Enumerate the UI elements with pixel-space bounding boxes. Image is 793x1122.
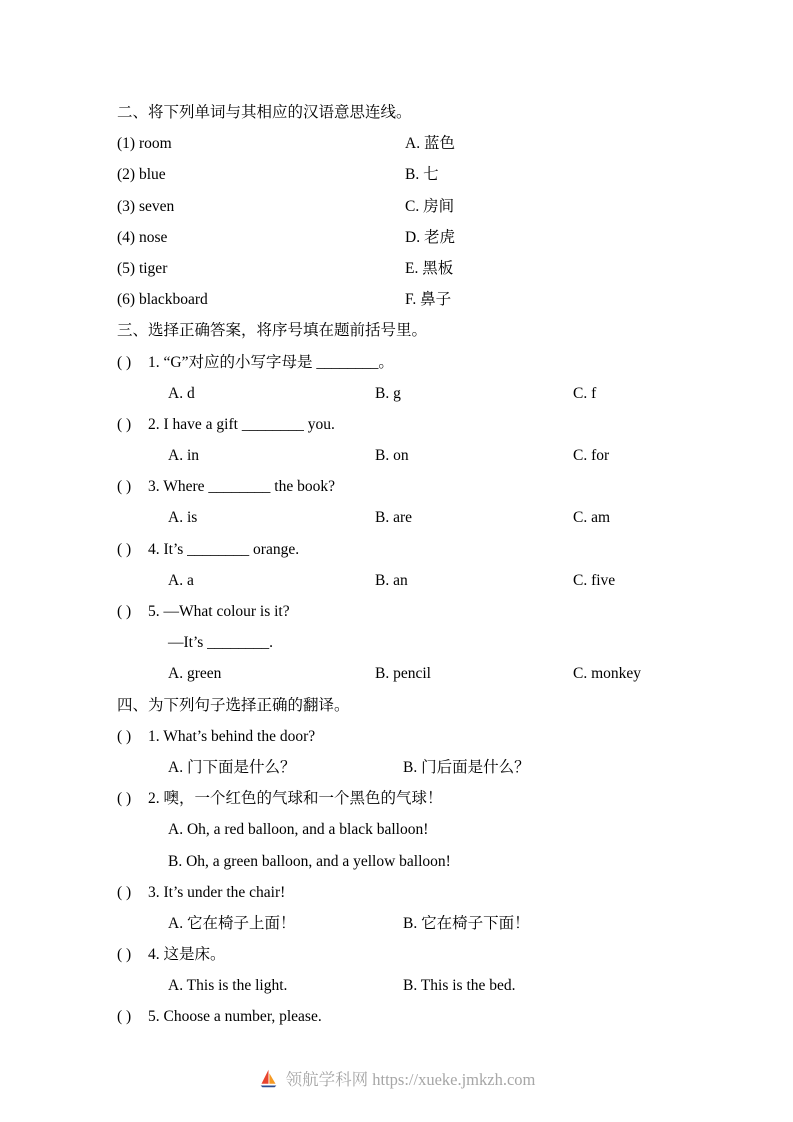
- answer-bracket: ( ): [117, 603, 132, 620]
- option-c: C. five: [573, 571, 616, 589]
- question-row: [117, 471, 763, 502]
- question-stem: 5. —What colour is it?: [148, 603, 290, 620]
- option-a: A. Oh, a red balloon, and a black balloon!: [168, 821, 429, 839]
- section-three-title: 三、选择正确答案，将序号填在题前括号里。: [117, 322, 428, 340]
- question-row: [117, 1001, 763, 1032]
- option-b: B. 它在椅子下面！: [403, 914, 530, 932]
- match-word: (5) tiger: [117, 259, 168, 277]
- option-a: A. This is the light.: [168, 977, 288, 995]
- answer-bracket: ( ): [117, 1008, 132, 1026]
- question-stem: 2. 噢，一个红色的气球和一个黑色的气球！: [148, 790, 443, 808]
- option-a: A. green: [168, 665, 222, 683]
- option-a: A. 门下面是什么？: [168, 758, 296, 776]
- question-row: [117, 783, 763, 814]
- match-word: (2) blue: [117, 166, 166, 184]
- match-meaning: E. 黑板: [405, 259, 454, 277]
- match-word: (6) blackboard: [117, 291, 208, 309]
- question-stem: 1. What’s behind the door?: [148, 727, 316, 745]
- match-word: (3) seven: [117, 197, 175, 215]
- option-c: C. monkey: [573, 665, 642, 683]
- option-a: A. in: [168, 447, 199, 465]
- answer-bracket: ( ): [117, 883, 132, 901]
- question-row: [117, 409, 763, 440]
- options-row: [117, 565, 763, 596]
- options-row: [117, 440, 763, 471]
- option-b: B. on: [375, 447, 409, 465]
- options-row: [117, 658, 763, 689]
- match-meaning: C. 房间: [405, 197, 455, 215]
- options-row: [117, 752, 763, 783]
- footer-watermark: [0, 1066, 793, 1090]
- answer-bracket: ( ): [117, 540, 132, 558]
- match-meaning: F. 鼻子: [405, 291, 452, 309]
- option-a: A. 它在椅子上面！: [168, 914, 296, 932]
- option-b: B. This is the bed.: [403, 977, 516, 995]
- option-b: B. g: [375, 384, 401, 402]
- answer-bracket: ( ): [117, 946, 132, 964]
- question-stem: 4. It’s ________ orange.: [148, 540, 300, 558]
- option-b: B. are: [375, 509, 413, 527]
- question-row: [117, 939, 763, 970]
- option-b: B. pencil: [375, 665, 431, 683]
- section-two-title: 二、将下列单词与其相应的汉语意思连线。: [117, 104, 412, 121]
- answer-bracket: ( ): [117, 727, 132, 745]
- question-stem: 5. Choose a number, please.: [148, 1008, 322, 1026]
- option-a: A. a: [168, 571, 194, 589]
- match-meaning: D. 老虎: [405, 228, 455, 246]
- match-meaning: B. 七: [405, 166, 439, 184]
- option-b: B. 门后面是什么？: [403, 758, 530, 776]
- match-row: [117, 222, 763, 253]
- question-stem: 3. Where ________ the book?: [148, 478, 335, 496]
- option-b: B. an: [375, 571, 408, 589]
- options-row: [117, 502, 763, 533]
- question-row: [117, 534, 763, 565]
- question-stem-line2: —It’s ________.: [168, 634, 274, 652]
- option-c: C. f: [573, 384, 597, 402]
- answer-bracket: ( ): [117, 478, 132, 496]
- answer-bracket: ( ): [117, 415, 132, 433]
- option-c: C. am: [573, 509, 611, 527]
- match-row: [117, 159, 763, 190]
- option-a: A. d: [168, 384, 195, 402]
- question-row: [117, 877, 763, 908]
- footer-site-link[interactable]: 领航学科网 https://xueke.jmkzh.com: [285, 1070, 536, 1089]
- option-c: C. for: [573, 447, 610, 465]
- match-row: [117, 128, 763, 159]
- question-stem: 3. It’s under the chair!: [148, 883, 286, 901]
- option-a: A. is: [168, 509, 198, 527]
- match-meaning: A. 蓝色: [405, 135, 455, 153]
- answer-bracket: ( ): [117, 353, 132, 371]
- question-stem: 1. “G”对应的小写字母是 ________。: [148, 353, 394, 371]
- match-word: (1) room: [117, 135, 172, 153]
- section-four-title: 四、为下列句子选择正确的翻译。: [117, 696, 350, 714]
- site-logo-icon: [258, 1068, 279, 1089]
- answer-bracket: ( ): [117, 790, 132, 808]
- options-row: [117, 908, 763, 939]
- options-row: [117, 378, 763, 409]
- question-row: [117, 721, 763, 752]
- match-row: [117, 253, 763, 284]
- match-row: [117, 191, 763, 222]
- option-b: B. Oh, a green balloon, and a yellow balloon!: [168, 852, 451, 870]
- match-row: [117, 284, 763, 315]
- question-stem: 2. I have a gift ________ you.: [148, 415, 335, 433]
- question-stem: 4. 这是床。: [148, 946, 226, 964]
- options-row: [117, 970, 763, 1001]
- question-row: [117, 596, 763, 627]
- question-row: [117, 347, 763, 378]
- match-word: (4) nose: [117, 228, 168, 246]
